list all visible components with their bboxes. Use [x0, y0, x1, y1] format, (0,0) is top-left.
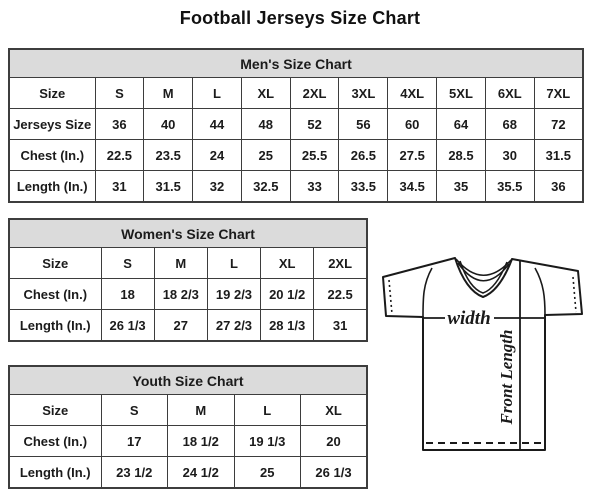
size-column-header: 6XL [485, 78, 534, 109]
value-cell: 25 [241, 140, 290, 171]
size-column-header: M [154, 248, 207, 279]
size-column-header: XL [261, 248, 314, 279]
value-cell: 68 [485, 109, 534, 140]
value-cell: 31 [95, 171, 144, 203]
table-row [9, 279, 367, 310]
value-cell: 48 [241, 109, 290, 140]
youth-size-table [8, 365, 368, 489]
front-length-label: Front Length [497, 329, 516, 425]
left-armhole-seam [423, 268, 432, 317]
value-cell: 23.5 [144, 140, 193, 171]
collar-inner-v-line [460, 261, 507, 293]
header-corner-cell: Size [9, 395, 101, 426]
value-cell: 22.5 [314, 279, 367, 310]
header-corner-cell: Size [9, 248, 101, 279]
left-cuff-stitch-line [389, 280, 392, 314]
value-cell: 27.5 [388, 140, 437, 171]
size-column-header: 4XL [388, 78, 437, 109]
table-title: Women's Size Chart [9, 219, 367, 248]
mens-size-table [8, 48, 584, 203]
size-column-header: M [144, 78, 193, 109]
value-cell: 28 1/3 [261, 310, 314, 342]
value-cell: 30 [485, 140, 534, 171]
value-cell: 25.5 [290, 140, 339, 171]
value-cell: 22.5 [95, 140, 144, 171]
womens-size-table [8, 218, 368, 342]
value-cell: 25 [234, 457, 301, 489]
row-label: Chest (In.) [9, 140, 95, 171]
size-column-header: XL [241, 78, 290, 109]
size-column-header: 5XL [437, 78, 486, 109]
value-cell: 56 [339, 109, 388, 140]
value-cell: 17 [101, 426, 168, 457]
value-cell: 18 1/2 [168, 426, 235, 457]
size-column-header: 7XL [534, 78, 583, 109]
value-cell: 32 [193, 171, 242, 203]
table-row [9, 109, 583, 140]
size-column-header: 2XL [290, 78, 339, 109]
value-cell: 35.5 [485, 171, 534, 203]
row-label: Jerseys Size [9, 109, 95, 140]
table-title: Men's Size Chart [9, 49, 583, 78]
value-cell: 44 [193, 109, 242, 140]
table-row [9, 140, 583, 171]
value-cell: 19 1/3 [234, 426, 301, 457]
page-title: Football Jerseys Size Chart [179, 8, 421, 28]
size-column-header: S [95, 78, 144, 109]
value-cell: 26 1/3 [101, 310, 154, 342]
value-cell: 27 2/3 [207, 310, 260, 342]
jersey-measurement-diagram [372, 246, 594, 458]
value-cell: 52 [290, 109, 339, 140]
value-cell: 32.5 [241, 171, 290, 203]
value-cell: 36 [534, 171, 583, 203]
size-column-header: S [101, 395, 168, 426]
row-label: Length (In.) [9, 310, 101, 342]
size-column-header: L [234, 395, 301, 426]
value-cell: 26 1/3 [301, 457, 368, 489]
size-column-header: L [193, 78, 242, 109]
value-cell: 28.5 [437, 140, 486, 171]
value-cell: 26.5 [339, 140, 388, 171]
jersey-illustration [372, 246, 594, 458]
value-cell: 72 [534, 109, 583, 140]
value-cell: 20 1/2 [261, 279, 314, 310]
value-cell: 18 [101, 279, 154, 310]
row-label: Length (In.) [9, 457, 101, 489]
value-cell: 40 [144, 109, 193, 140]
size-column-header: XL [301, 395, 368, 426]
value-cell: 33.5 [339, 171, 388, 203]
value-cell: 35 [437, 171, 486, 203]
size-column-header: 3XL [339, 78, 388, 109]
size-column-header: 2XL [314, 248, 367, 279]
size-column-header: M [168, 395, 235, 426]
header-corner-cell: Size [9, 78, 95, 109]
value-cell: 19 2/3 [207, 279, 260, 310]
value-cell: 33 [290, 171, 339, 203]
value-cell: 20 [301, 426, 368, 457]
right-armhole-seam [535, 268, 545, 315]
size-column-header: L [207, 248, 260, 279]
table-row [9, 426, 367, 457]
value-cell: 34.5 [388, 171, 437, 203]
value-cell: 18 2/3 [154, 279, 207, 310]
size-column-header: S [101, 248, 154, 279]
right-cuff-stitch-line [573, 277, 576, 312]
value-cell: 24 [193, 140, 242, 171]
table-title: Youth Size Chart [9, 366, 367, 395]
table-row [9, 310, 367, 342]
value-cell: 31 [314, 310, 367, 342]
table-row [9, 457, 367, 489]
row-label: Length (In.) [9, 171, 95, 203]
row-label: Chest (In.) [9, 279, 101, 310]
value-cell: 31.5 [534, 140, 583, 171]
value-cell: 23 1/2 [101, 457, 168, 489]
row-label: Chest (In.) [9, 426, 101, 457]
value-cell: 36 [95, 109, 144, 140]
value-cell: 24 1/2 [168, 457, 235, 489]
table-row [9, 171, 583, 203]
value-cell: 27 [154, 310, 207, 342]
value-cell: 31.5 [144, 171, 193, 203]
width-label: width [447, 308, 491, 329]
value-cell: 64 [437, 109, 486, 140]
collar-back-arc-inner [458, 263, 509, 281]
value-cell: 60 [388, 109, 437, 140]
jersey-outline-shape [383, 258, 582, 450]
